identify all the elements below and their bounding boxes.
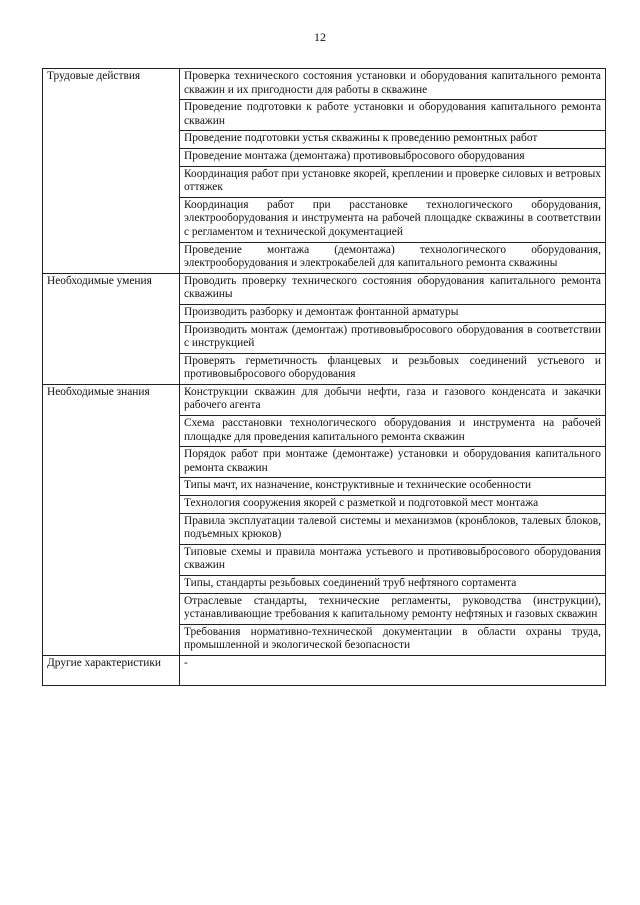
table-row bbox=[43, 384, 606, 415]
table-cell: Проведение подготовки к работе установки и оборудования капитального ремонта скважин bbox=[180, 100, 606, 131]
table-cell: Типы мачт, их назначение, конструктивные и технические особенности bbox=[180, 478, 606, 496]
table-cell: Координация работ при расстановке технологического оборудования, электрооборудования и инструмента на рабочей площадке скважины в соответствии с регламентом и технической документацией bbox=[180, 197, 606, 242]
requirements-table bbox=[42, 68, 606, 686]
table-cell: Порядок работ при монтаже (демонтаже) установки и оборудования капитального ремонта скважин bbox=[180, 447, 606, 478]
page-number: 12 bbox=[314, 30, 326, 44]
table-cell: Проводить проверку технического состояния оборудования капитального ремонта скважины bbox=[180, 273, 606, 304]
table-row bbox=[43, 655, 606, 685]
table-cell: Производить разборку и демонтаж фонтанной арматуры bbox=[180, 304, 606, 322]
section-label-other-characteristics: Другие характеристики bbox=[43, 655, 180, 685]
table-cell: Координация работ при установке якорей, креплении и проверке силовых и ветровых оттяжек bbox=[180, 166, 606, 197]
table-cell: Технология сооружения якорей с разметкой и подготовкой мест монтажа bbox=[180, 496, 606, 514]
table-cell: Проведение монтажа (демонтажа) технологического оборудования, электрооборудования и электрокабелей для капитального ремонта скважины bbox=[180, 242, 606, 273]
section-label-labor-actions: Трудовые действия bbox=[43, 69, 180, 274]
table-cell: Типовые схемы и правила монтажа устьевого и противовыбросового оборудования скважин bbox=[180, 544, 606, 575]
table-cell: Типы, стандарты резьбовых соединений труб нефтяного сортамента bbox=[180, 576, 606, 594]
table-row bbox=[43, 69, 606, 100]
table-cell: Требования нормативно-технической документации в области охраны труда, промышленной и экологической безопасности bbox=[180, 624, 606, 655]
table-cell: Проведение монтажа (демонтажа) противовыбросового оборудования bbox=[180, 148, 606, 166]
table-cell: Отраслевые стандарты, технические регламенты, руководства (инструкции), устанавливающие требования к капитальному ремонту нефтяных и газовых скважин bbox=[180, 593, 606, 624]
section-label-required-skills: Необходимые умения bbox=[43, 273, 180, 384]
table-row bbox=[43, 273, 606, 304]
table-cell: Производить монтаж (демонтаж) противовыбросового оборудования в соответствии с инструкцией bbox=[180, 322, 606, 353]
table-cell: Проверять герметичность фланцевых и резьбовых соединений устьевого и противовыбросового оборудования bbox=[180, 353, 606, 384]
table-cell: Конструкции скважин для добычи нефти, газа и газового конденсата и закачки рабочего агента bbox=[180, 384, 606, 415]
table-cell: - bbox=[180, 655, 606, 685]
table-cell: Правила эксплуатации талевой системы и механизмов (кронблоков, талевых блоков, подъемных крюков) bbox=[180, 513, 606, 544]
table-cell: Схема расстановки технологического оборудования и инструмента на рабочей площадке для проведения капитального ремонта скважин bbox=[180, 416, 606, 447]
table-cell: Проведение подготовки устья скважины к проведению ремонтных работ bbox=[180, 131, 606, 149]
section-label-required-knowledge: Необходимые знания bbox=[43, 384, 180, 655]
table-cell: Проверка технического состояния установки и оборудования капитального ремонта скважин и их пригодности для работы в скважине bbox=[180, 69, 606, 100]
